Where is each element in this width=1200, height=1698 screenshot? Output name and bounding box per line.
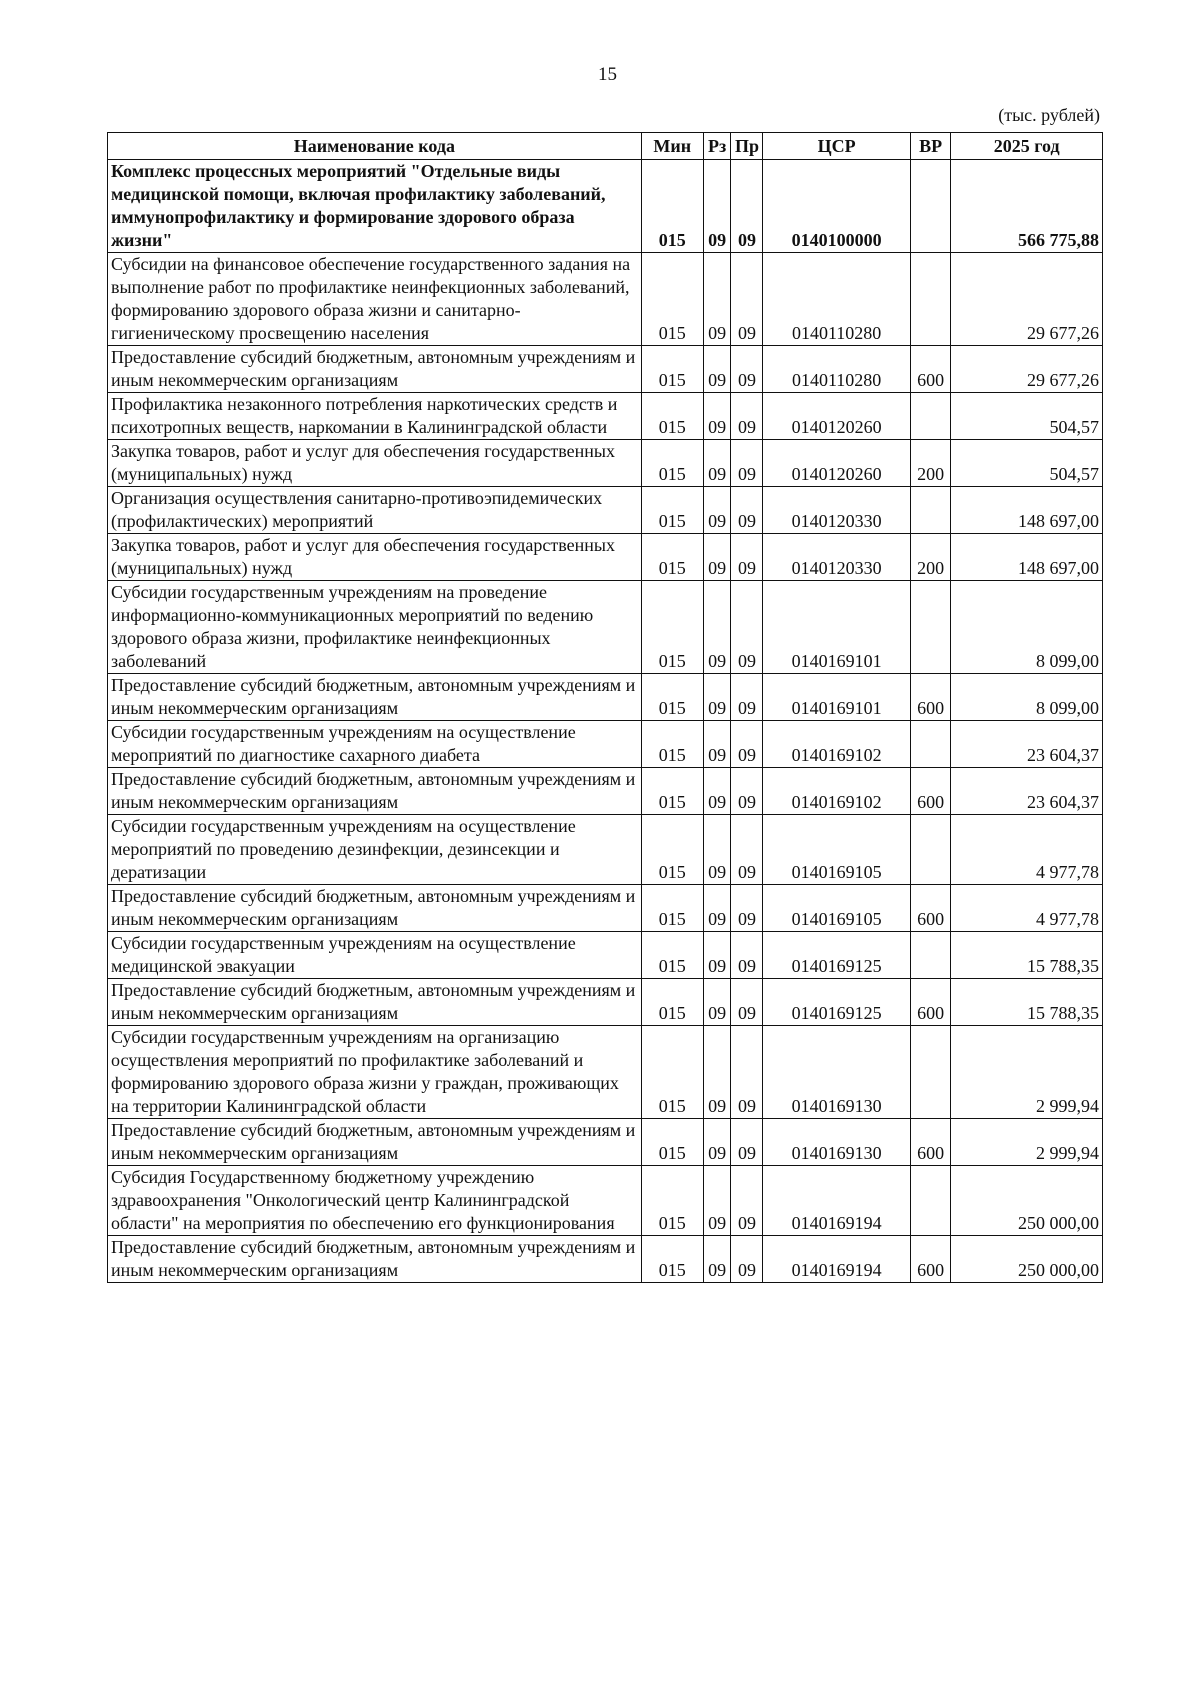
- row-rz-cell: 09: [703, 885, 731, 932]
- row-name-cell: Предоставление субсидий бюджетным, автономным учреждениям и иным некоммерческим организациям: [108, 885, 642, 932]
- row-amount-cell: 148 697,00: [951, 534, 1103, 581]
- row-name-cell: Субсидии на финансовое обеспечение государственного задания на выполнение работ по профилактике неинфекционных заболеваний, формированию здорового образа жизни и санитарно-гигиеническому просвещению населения: [108, 253, 642, 346]
- row-amount-cell: 8 099,00: [951, 674, 1103, 721]
- row-name-cell: Субсидии государственным учреждениям на организацию осуществления мероприятий по профилактике заболеваний и формированию здорового образа жизни у граждан, проживающих на территории Калининградской области: [108, 1026, 642, 1119]
- row-amount-cell: 566 775,88: [951, 160, 1103, 253]
- row-vr-cell: 200: [910, 534, 951, 581]
- row-min-cell: 015: [641, 346, 703, 393]
- column-header-vr: ВР: [910, 133, 951, 160]
- row-vr-cell: [910, 487, 951, 534]
- row-min-cell: 015: [641, 1166, 703, 1236]
- row-name-cell: Субсидии государственным учреждениям на осуществление мероприятий по проведению дезинфекции, дезинсекции и дератизации: [108, 815, 642, 885]
- row-min-cell: 015: [641, 581, 703, 674]
- table-row: [108, 885, 1103, 932]
- row-csr-cell: 0140120330: [763, 487, 910, 534]
- row-min-cell: 015: [641, 393, 703, 440]
- row-amount-cell: 29 677,26: [951, 253, 1103, 346]
- row-vr-cell: [910, 160, 951, 253]
- row-rz-cell: 09: [703, 1166, 731, 1236]
- row-min-cell: 015: [641, 721, 703, 768]
- row-name-cell: Закупка товаров, работ и услуг для обеспечения государственных (муниципальных) нужд: [108, 440, 642, 487]
- row-min-cell: 015: [641, 160, 703, 253]
- table-row: [108, 440, 1103, 487]
- row-csr-cell: 0140169130: [763, 1119, 910, 1166]
- row-pr-cell: 09: [731, 768, 763, 815]
- row-pr-cell: 09: [731, 1119, 763, 1166]
- row-rz-cell: 09: [703, 721, 731, 768]
- row-rz-cell: 09: [703, 487, 731, 534]
- row-rz-cell: 09: [703, 1026, 731, 1119]
- row-vr-cell: 200: [910, 440, 951, 487]
- page-number: 15: [598, 64, 617, 85]
- row-vr-cell: [910, 1026, 951, 1119]
- row-vr-cell: [910, 393, 951, 440]
- row-amount-cell: 4 977,78: [951, 885, 1103, 932]
- row-pr-cell: 09: [731, 160, 763, 253]
- row-rz-cell: 09: [703, 815, 731, 885]
- row-min-cell: 015: [641, 815, 703, 885]
- row-csr-cell: 0140120260: [763, 393, 910, 440]
- row-name-cell: Предоставление субсидий бюджетным, автономным учреждениям и иным некоммерческим организациям: [108, 1236, 642, 1283]
- table-header-row: [108, 133, 1103, 160]
- row-vr-cell: [910, 815, 951, 885]
- row-csr-cell: 0140169101: [763, 674, 910, 721]
- row-amount-cell: 2 999,94: [951, 1119, 1103, 1166]
- row-pr-cell: 09: [731, 440, 763, 487]
- table-row: [108, 346, 1103, 393]
- table-row: [108, 768, 1103, 815]
- row-name-cell: Профилактика незаконного потребления наркотических средств и психотропных веществ, наркомании в Калининградской области: [108, 393, 642, 440]
- row-amount-cell: 148 697,00: [951, 487, 1103, 534]
- row-amount-cell: 2 999,94: [951, 1026, 1103, 1119]
- row-csr-cell: 0140169105: [763, 815, 910, 885]
- row-pr-cell: 09: [731, 674, 763, 721]
- row-vr-cell: 600: [910, 674, 951, 721]
- table-row: [108, 487, 1103, 534]
- row-vr-cell: [910, 721, 951, 768]
- table-row: [108, 581, 1103, 674]
- row-pr-cell: 09: [731, 487, 763, 534]
- row-amount-cell: 15 788,35: [951, 979, 1103, 1026]
- row-rz-cell: 09: [703, 393, 731, 440]
- row-csr-cell: 0140110280: [763, 253, 910, 346]
- table-row: [108, 979, 1103, 1026]
- row-name-cell: Закупка товаров, работ и услуг для обеспечения государственных (муниципальных) нужд: [108, 534, 642, 581]
- table-row: [108, 1119, 1103, 1166]
- row-rz-cell: 09: [703, 253, 731, 346]
- row-min-cell: 015: [641, 768, 703, 815]
- row-rz-cell: 09: [703, 932, 731, 979]
- row-csr-cell: 0140169105: [763, 885, 910, 932]
- row-vr-cell: 600: [910, 768, 951, 815]
- row-amount-cell: 29 677,26: [951, 346, 1103, 393]
- row-amount-cell: 23 604,37: [951, 721, 1103, 768]
- row-vr-cell: 600: [910, 346, 951, 393]
- table-row: [108, 160, 1103, 253]
- row-name-cell: Предоставление субсидий бюджетным, автономным учреждениям и иным некоммерческим организациям: [108, 346, 642, 393]
- row-pr-cell: 09: [731, 885, 763, 932]
- row-rz-cell: 09: [703, 1119, 731, 1166]
- row-csr-cell: 0140169102: [763, 768, 910, 815]
- row-name-cell: Организация осуществления санитарно-противоэпидемических (профилактических) мероприятий: [108, 487, 642, 534]
- row-csr-cell: 0140169194: [763, 1166, 910, 1236]
- row-rz-cell: 09: [703, 160, 731, 253]
- row-pr-cell: 09: [731, 581, 763, 674]
- row-name-cell: Предоставление субсидий бюджетным, автономным учреждениям и иным некоммерческим организациям: [108, 768, 642, 815]
- row-name-cell: Субсидия Государственному бюджетному учреждению здравоохранения "Онкологический центр Калининградской области" на мероприятия по обеспечению его функционирования: [108, 1166, 642, 1236]
- table-row: [108, 534, 1103, 581]
- row-rz-cell: 09: [703, 581, 731, 674]
- table-row: [108, 253, 1103, 346]
- units-label: (тыс. рублей): [998, 105, 1100, 125]
- row-rz-cell: 09: [703, 534, 731, 581]
- row-rz-cell: 09: [703, 674, 731, 721]
- row-amount-cell: 23 604,37: [951, 768, 1103, 815]
- row-vr-cell: [910, 932, 951, 979]
- column-header-name: Наименование кода: [108, 133, 642, 160]
- row-vr-cell: 600: [910, 1236, 951, 1283]
- row-name-cell: Субсидии государственным учреждениям на проведение информационно-коммуникационных мероприятий по ведению здорового образа жизни, профилактике неинфекционных заболеваний: [108, 581, 642, 674]
- row-pr-cell: 09: [731, 1236, 763, 1283]
- table-row: [108, 393, 1103, 440]
- row-name-cell: Предоставление субсидий бюджетным, автономным учреждениям и иным некоммерческим организациям: [108, 1119, 642, 1166]
- table-row: [108, 674, 1103, 721]
- row-min-cell: 015: [641, 885, 703, 932]
- row-vr-cell: [910, 253, 951, 346]
- row-name-cell: Предоставление субсидий бюджетным, автономным учреждениям и иным некоммерческим организациям: [108, 674, 642, 721]
- row-vr-cell: [910, 1166, 951, 1236]
- row-pr-cell: 09: [731, 346, 763, 393]
- row-pr-cell: 09: [731, 932, 763, 979]
- table-row: [108, 1236, 1103, 1283]
- row-pr-cell: 09: [731, 534, 763, 581]
- row-pr-cell: 09: [731, 1026, 763, 1119]
- row-pr-cell: 09: [731, 815, 763, 885]
- row-min-cell: 015: [641, 979, 703, 1026]
- row-rz-cell: 09: [703, 440, 731, 487]
- column-header-pr: Пр: [731, 133, 763, 160]
- row-rz-cell: 09: [703, 979, 731, 1026]
- row-min-cell: 015: [641, 674, 703, 721]
- row-min-cell: 015: [641, 440, 703, 487]
- row-rz-cell: 09: [703, 1236, 731, 1283]
- column-header-min: Мин: [641, 133, 703, 160]
- row-amount-cell: 4 977,78: [951, 815, 1103, 885]
- column-header-amount: 2025 год: [951, 133, 1103, 160]
- row-csr-cell: 0140120260: [763, 440, 910, 487]
- table-row: [108, 721, 1103, 768]
- row-pr-cell: 09: [731, 1166, 763, 1236]
- row-min-cell: 015: [641, 534, 703, 581]
- row-csr-cell: 0140169101: [763, 581, 910, 674]
- row-csr-cell: 0140169125: [763, 932, 910, 979]
- row-csr-cell: 0140169130: [763, 1026, 910, 1119]
- row-csr-cell: 0140169102: [763, 721, 910, 768]
- row-name-cell: Субсидии государственным учреждениям на осуществление мероприятий по диагностике сахарного диабета: [108, 721, 642, 768]
- column-header-csr: ЦСР: [763, 133, 910, 160]
- row-vr-cell: 600: [910, 885, 951, 932]
- row-rz-cell: 09: [703, 768, 731, 815]
- row-min-cell: 015: [641, 1119, 703, 1166]
- row-vr-cell: [910, 581, 951, 674]
- row-csr-cell: 0140110280: [763, 346, 910, 393]
- table-row: [108, 815, 1103, 885]
- row-amount-cell: 8 099,00: [951, 581, 1103, 674]
- row-name-cell: Комплекс процессных мероприятий "Отдельные виды медицинской помощи, включая профилактику заболеваний, иммунопрофилактику и формирование здорового образа жизни": [108, 160, 642, 253]
- row-csr-cell: 0140169194: [763, 1236, 910, 1283]
- column-header-rz: Рз: [703, 133, 731, 160]
- row-min-cell: 015: [641, 1236, 703, 1283]
- row-amount-cell: 250 000,00: [951, 1236, 1103, 1283]
- row-name-cell: Субсидии государственным учреждениям на осуществление медицинской эвакуации: [108, 932, 642, 979]
- table-row: [108, 1166, 1103, 1236]
- row-csr-cell: 0140120330: [763, 534, 910, 581]
- row-pr-cell: 09: [731, 979, 763, 1026]
- row-pr-cell: 09: [731, 393, 763, 440]
- row-csr-cell: 0140100000: [763, 160, 910, 253]
- row-min-cell: 015: [641, 487, 703, 534]
- row-vr-cell: 600: [910, 979, 951, 1026]
- row-pr-cell: 09: [731, 253, 763, 346]
- row-min-cell: 015: [641, 1026, 703, 1119]
- row-amount-cell: 504,57: [951, 393, 1103, 440]
- row-vr-cell: 600: [910, 1119, 951, 1166]
- budget-table: [107, 132, 1103, 1283]
- row-min-cell: 015: [641, 932, 703, 979]
- table-row: [108, 932, 1103, 979]
- row-min-cell: 015: [641, 253, 703, 346]
- row-name-cell: Предоставление субсидий бюджетным, автономным учреждениям и иным некоммерческим организациям: [108, 979, 642, 1026]
- row-amount-cell: 250 000,00: [951, 1166, 1103, 1236]
- row-rz-cell: 09: [703, 346, 731, 393]
- table-body: [108, 160, 1103, 1283]
- row-csr-cell: 0140169125: [763, 979, 910, 1026]
- row-amount-cell: 15 788,35: [951, 932, 1103, 979]
- table-row: [108, 1026, 1103, 1119]
- row-amount-cell: 504,57: [951, 440, 1103, 487]
- row-pr-cell: 09: [731, 721, 763, 768]
